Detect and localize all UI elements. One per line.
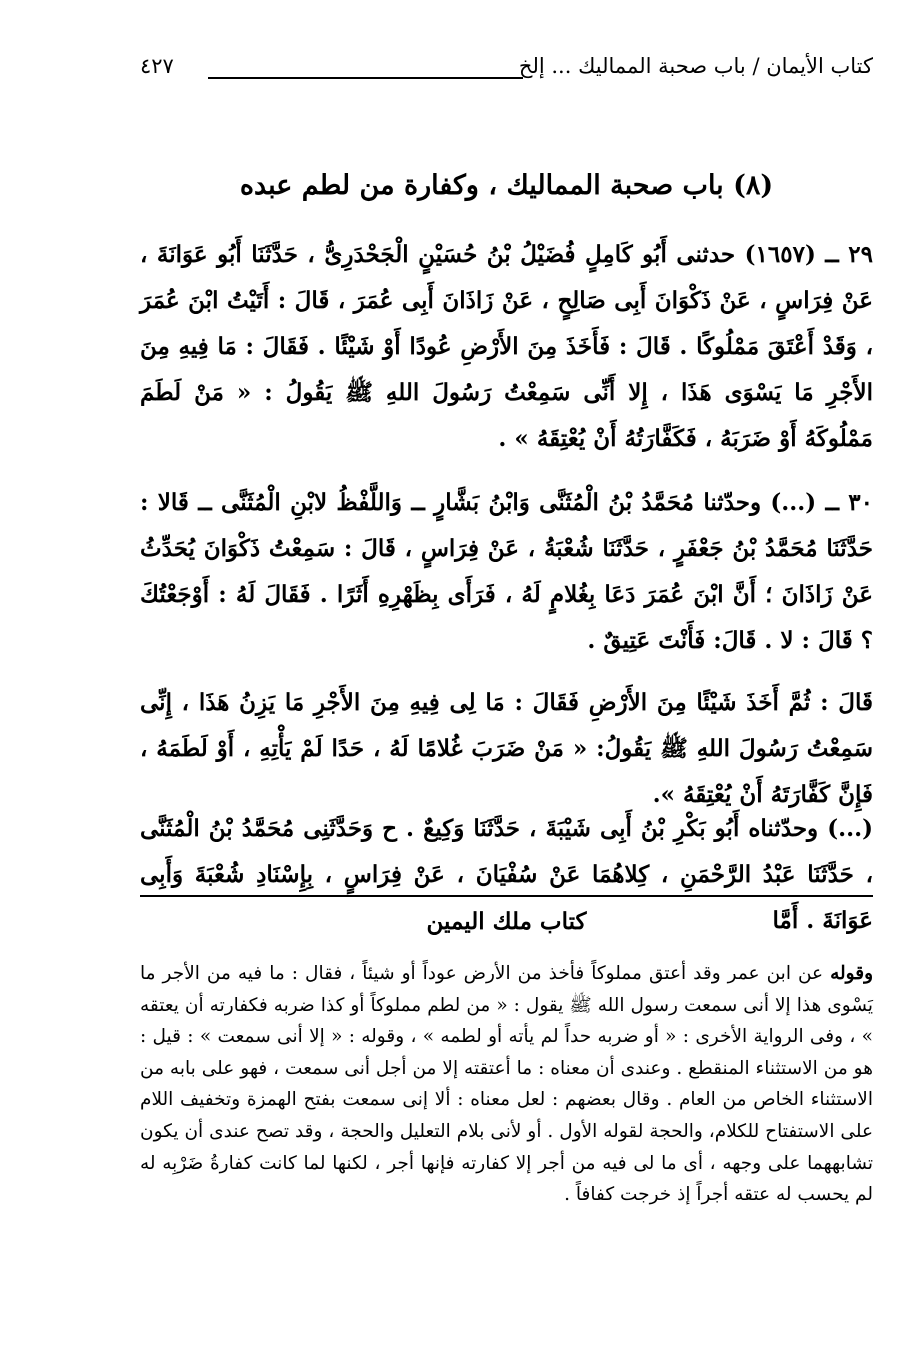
header-rule [208, 77, 523, 79]
hadith-number: (...) [827, 815, 873, 842]
hadith-number: ٢٩ ــ (١٦٥٧) [744, 241, 873, 268]
page-number: ٤٢٧ [140, 54, 174, 78]
hadith-text: حدثنى أَبُو كَامِلٍ فُضَيْلُ بْنُ حُسَيْنٍ الْجَحْدَرِىُّ ، حَدَّثَنَا أَبُو عَوَانَةَ ، عَنْ فِرَاسٍ ، عَنْ ذَكْوَانَ أَبِى صَالِحٍ ، عَنْ زَاذَانَ أَبِى عُمَرَ ، قَالَ : أَتَيْتُ ابْنَ عُمَرَ ، وَقَدْ أَعْتَقَ مَمْلُوكًا . قَالَ : فَأَخَذَ مِنَ الأَرْضِ عُودًا أَوْ شَيْئًا . فَقَالَ : مَا فِيهِ مِنَ الأَجْرِ مَا يَسْوَى هَذَا ، إِلا أَنِّى سَمِعْتُ رَسُولَ اللهِ ﷺ يَقُولُ : « مَنْ لَطَمَ مَمْلُوكَهُ أَوْ ضَرَبَهُ ، فَكَفَّارَتُهُ أَنْ يُعْتِقَهُ » . [140, 241, 873, 452]
commentary-text: عن ابن عمر وقد أعتق مملوكاً فأخذ من الأرض عوداً أو شيئاً ، فقال : ما فيه من الأجر ما يَسْوى هذا إلا أنى سمعت رسول الله ﷺ يقول : « من لطم مملوكاً أو كذا ضربه فكفارته أن يعتقه » ، وفى الرواية الأخرى : « أو ضربه حداً لم يأته أو لطمه » ، وقوله : « إلا أنى سمعت » : قيل : هو من الاستثناء المنقطع . وعندى أن معناه : ما أعتقته إلا من أجل أنى سمعت ، فهو على بابه من الاستثناء الخاص من العام . وقال بعضهم : لعل معناه : ألا إنى سمعت بفتح الهمزة وتخفيف اللام على الاستفتاح للكلام، والحجة لقوله الأول . أو لأنى بلام التعليل والحجة ، وقد تصح عندى أن يكون تشابههما على وجهه ، أى ما لى فيه من أجر إلا كفارته فإنها أجر ، لكنها لما كانت كفارةُ ضَرْبِه له لم يحسب له عتقه أجراً إذ خرجت كفافاً . [140, 963, 873, 1206]
hadith-30-continuation [140, 680, 873, 818]
hadith-number: ٣٠ ــ (...) [770, 489, 874, 516]
hadith-text: وحدّثناه أَبُو بَكْرِ بْنُ أَبِى شَيْبَةَ ، حَدَّثَنَا وَكِيعٌ . ح وَحَدَّثَنِى مُحَمَّدُ بْنُ الْمُثَنَّى ، حَدَّثَنَا عَبْدُ الرَّحْمَنِ ، كِلاهُمَا عَنْ سُفْيَانَ ، عَنْ فِرَاسٍ ، بِإِسْنَادِ شُعْبَةَ وَأَبِى عَوَانَةَ . أَمَّا [140, 815, 873, 934]
commentary [140, 958, 873, 1211]
chapter-title: (٨) باب صحبة المماليك ، وكفارة من لطم عبده [239, 170, 774, 201]
hadith-text: وحدّثنا مُحَمَّدُ بْنُ الْمُثَنَّى وَابْنُ بَشَّارٍ ــ وَاللَّفْظُ لابْنِ الْمُثَنَّى ــ قَالا : حَدَّثَنَا مُحَمَّدُ بْنُ جَعْفَرٍ ، حَدَّثَنَا شُعْبَةُ ، عَنْ فِرَاسٍ ، قَالَ : سَمِعْتُ ذَكْوَانَ يُحَدِّثُ عَنْ زَاذَانَ ؛ أَنَّ ابْنَ عُمَرَ دَعَا بِغُلامٍ لَهُ ، فَرَأَى بِظَهْرِهِ أَثَرًا . فَقَالَ لَهُ : أَوْجَعْتُكَ ؟ قَالَ : لا . قَالَ: فَأَنْتَ عَتِيقٌ . [140, 489, 873, 654]
running-head: كتاب الأيمان / باب صحبة المماليك ... إلخ [518, 54, 873, 78]
hadith-30 [140, 480, 873, 664]
commentary-lead: وقوله [830, 963, 873, 984]
hadith-text: قَالَ : ثُمَّ أَخَذَ شَيْئًا مِنَ الأَرْضِ فَقَالَ : مَا لِى فِيهِ مِنَ الأَجْرِ مَا يَزِنُ هَذَا ، إِنِّى سَمِعْتُ رَسُولَ اللهِ ﷺ يَقُولُ: « مَنْ ضَرَبَ غُلامًا لَهُ ، حَدًا لَمْ يَأْتِهِ ، أَوْ لَطَمَهُ ، فَإِنَّ كَفَّارَتَهُ أَنْ يُعْتِقَهُ ». [140, 689, 873, 808]
hadith-29 [140, 232, 873, 462]
commentary-title: كتاب ملك اليمين [426, 908, 587, 935]
page-header [140, 50, 873, 90]
footnote-divider [140, 895, 873, 897]
